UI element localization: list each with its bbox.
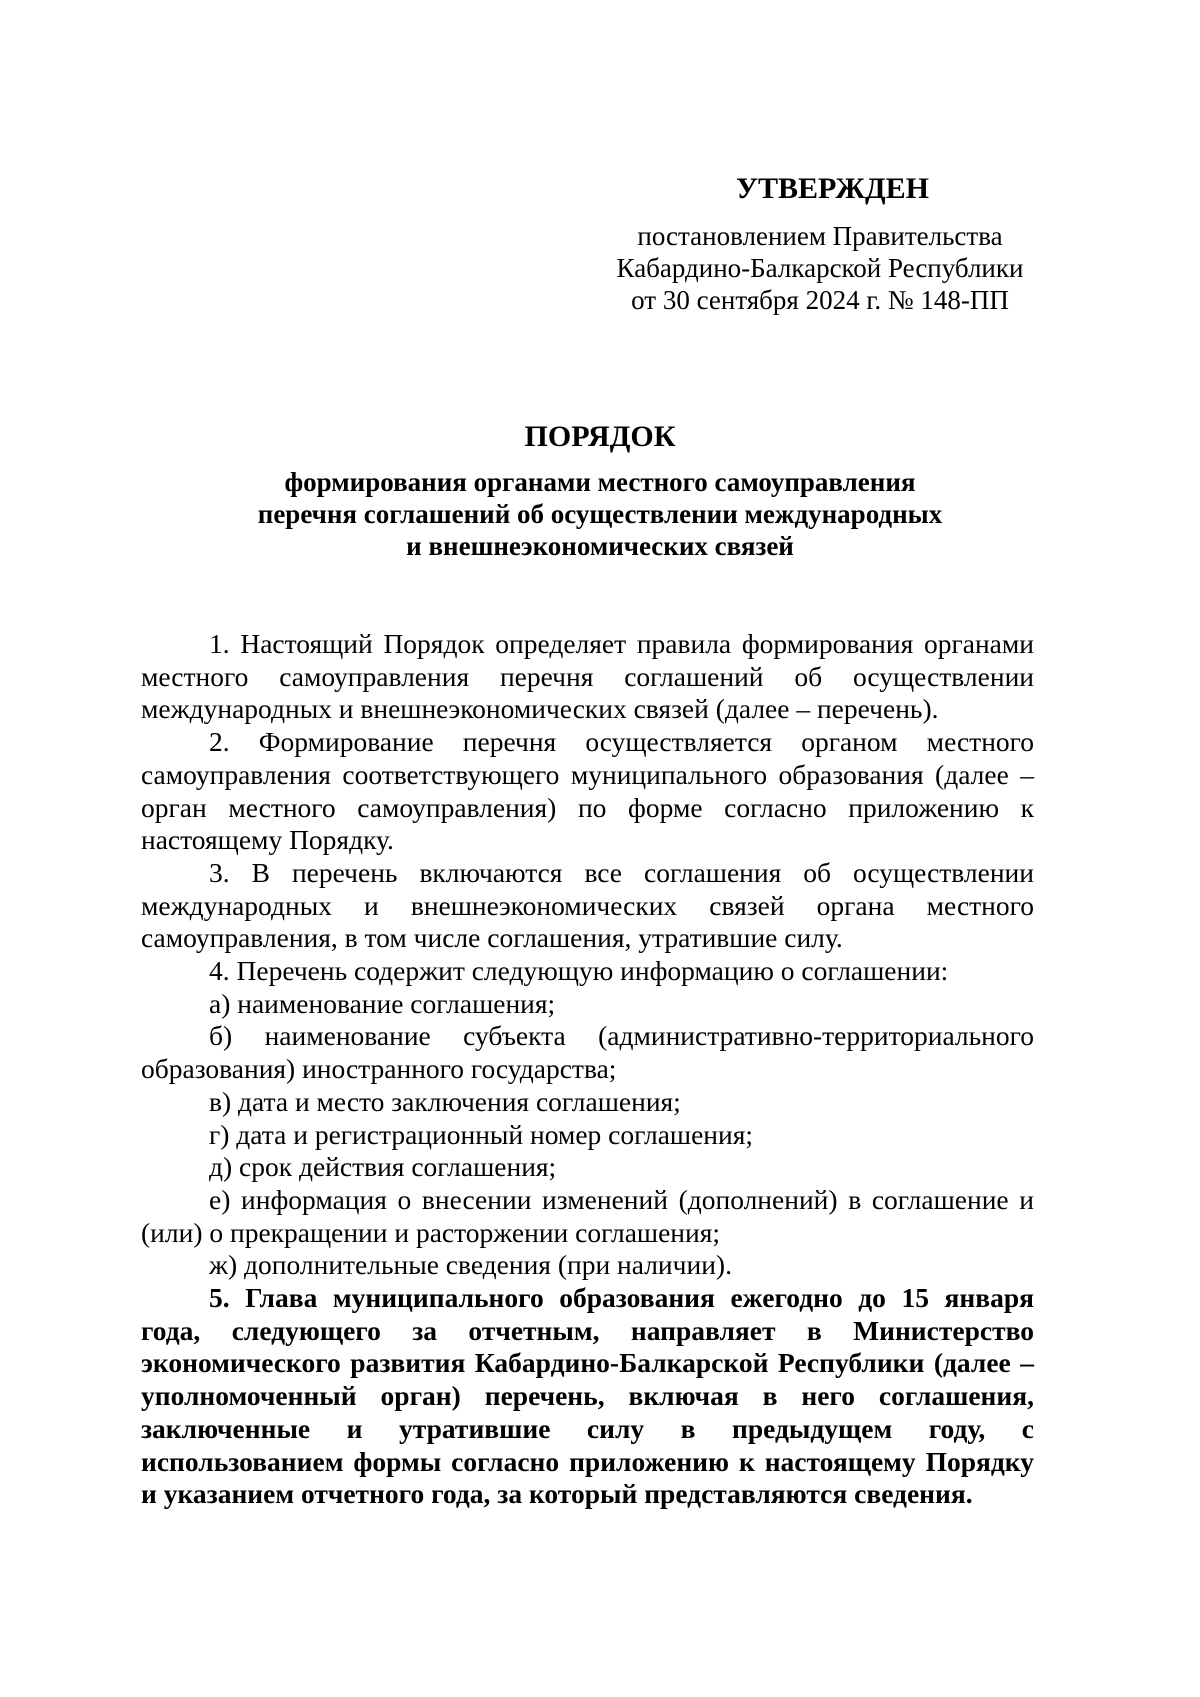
approval-line-date-number: от 30 сентября 2024 г. № 148-ПП <box>631 285 1009 315</box>
approval-details <box>600 220 1040 316</box>
subtitle-line: перечня соглашений об осуществлении международных <box>257 499 943 529</box>
subtitle-line: формирования органами местного самоуправления <box>284 467 916 497</box>
document-subtitle <box>200 466 1000 562</box>
subtitle-line: и внешнеэкономических связей <box>406 531 794 561</box>
list-item-a: а) наименование соглашения; <box>209 987 556 1019</box>
approval-line-resolution: постановлением Правительства <box>637 221 1003 251</box>
list-item-v: в) дата и место заключения соглашения; <box>209 1085 681 1117</box>
paragraph-5: 5. Глава муниципального образования ежегодно до 15 января года, следующего за отчетным, направляет в Министерство экономического развития Кабардино-Балкарской Республики (далее – уполномоченный орган) перечень, включая в него соглашения, заключенные и утратившие силу в предыдущем году, с использованием формы согласно приложению к настоящему Порядку и указанием отчетного года, за который представляются сведения. <box>141 1282 1034 1510</box>
list-item-d: д) срок действия соглашения; <box>209 1151 557 1183</box>
document-body <box>141 628 1034 1511</box>
list-item-zh: ж) дополнительные сведения (при наличии). <box>209 1249 732 1281</box>
list-item-b: б) наименование субъекта (административно-территориального образования) иностранного государства; <box>141 1020 1034 1085</box>
document-title: ПОРЯДОК <box>524 420 676 453</box>
approved-title: УТВЕРЖДЕН <box>736 172 929 205</box>
paragraph-4: 4. Перечень содержит следующую информацию о соглашении: <box>209 955 949 987</box>
paragraph-3: 3. В перечень включаются все соглашения об осуществлении международных и внешнеэкономических связей органа местного самоуправления, в том числе соглашения, утратившие силу. <box>141 856 1034 954</box>
approval-line-government: Кабардино-Балкарской Республики <box>616 253 1024 283</box>
list-item-e: е) информация о внесении изменений (дополнений) в соглашение и (или) о прекращении и расторжении соглашения; <box>141 1183 1034 1248</box>
paragraph-1: 1. Настоящий Порядок определяет правила формирования органами местного самоуправления перечня соглашений об осуществлении международных и внешнеэкономических связей (далее – перечень). <box>141 628 1034 725</box>
paragraph-2: 2. Формирование перечня осуществляется органом местного самоуправления соответствующего муниципального образования (далее – орган местного самоуправления) по форме согласно приложению к настоящему Порядку. <box>141 726 1034 856</box>
list-item-g: г) дата и регистрационный номер соглашения; <box>209 1118 754 1150</box>
